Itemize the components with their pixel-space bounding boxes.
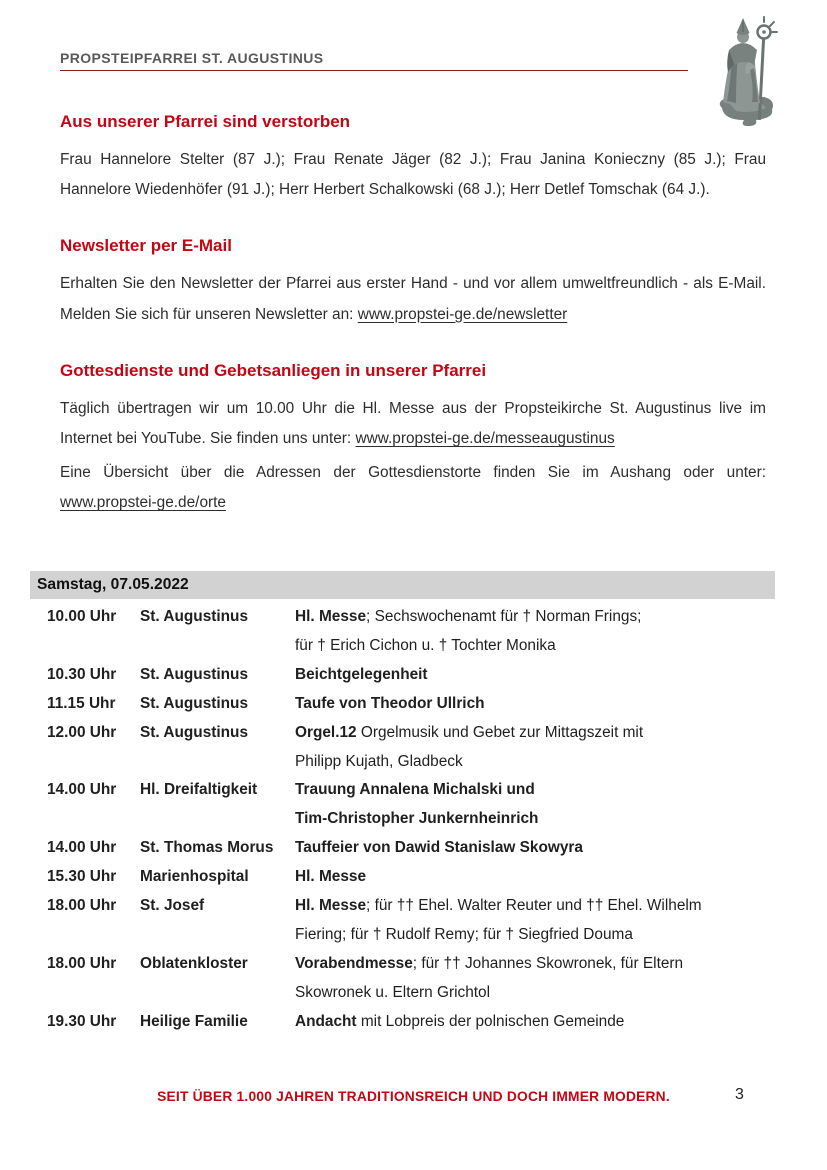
schedule-time: 18.00 Uhr <box>47 897 117 915</box>
schedule-text-segment: Vorabendmesse <box>295 954 413 972</box>
schedule-row <box>30 892 775 950</box>
schedule-description <box>295 661 765 690</box>
schedule-text-segment: Skowronek u. Eltern Grichtol <box>295 983 491 1001</box>
schedule-description <box>295 603 765 661</box>
schedule-description <box>295 834 765 863</box>
schedule-location: St. Augustinus <box>140 723 249 741</box>
schedule-text-segment: mit Lobpreis der polnischen Gemeinde <box>356 1012 625 1030</box>
paragraph-text: Frau Hannelore Stelter (87 J.); Frau Renate Jäger (82 J.); Frau Janina Konieczny (85 J.); Frau Hannelore Wiedenhöfer (91 J.); Herr Herbert Schalkowski (68 J.); Herr Detlef Tomschak (64 J.). <box>60 151 766 199</box>
schedule-text-segment: Tim-Christopher Junkernheinrich <box>295 810 539 828</box>
link[interactable]: www.propstei-ge.de/newsletter <box>357 305 568 323</box>
schedule-description-line <box>295 690 765 719</box>
schedule-date-header: Samstag, 07.05.2022 <box>30 571 775 599</box>
page-number: 3 <box>735 1086 744 1103</box>
schedule-text-segment: Tauffeier von Dawid Stanislaw Skowyra <box>295 839 583 857</box>
schedule-row <box>30 719 775 777</box>
schedule-description <box>295 719 765 777</box>
section-heading: Newsletter per E-Mail <box>60 236 232 256</box>
paragraph <box>60 145 766 205</box>
schedule-location: Heilige Familie <box>140 1012 248 1030</box>
schedule-text-segment: für † Erich Cichon u. † Tochter Monika <box>295 636 556 654</box>
schedule-description <box>295 950 765 1008</box>
schedule-description <box>295 892 765 950</box>
schedule-row <box>30 603 775 661</box>
schedule-description-line <box>295 863 765 892</box>
schedule-time: 12.00 Uhr <box>47 723 117 741</box>
schedule-description <box>295 690 765 719</box>
schedule-row <box>30 1008 775 1037</box>
schedule-time: 11.15 Uhr <box>47 694 116 712</box>
paragraph <box>60 394 766 454</box>
section-heading: Aus unserer Pfarrei sind verstorben <box>60 112 351 131</box>
schedule-description <box>295 863 765 892</box>
link[interactable]: www.propstei-ge.de/messeaugustinus <box>355 430 615 448</box>
schedule-row <box>30 776 775 834</box>
page-header <box>60 50 690 71</box>
schedule-description-line <box>295 805 765 834</box>
schedule-text-segment: Hl. Messe <box>295 868 367 886</box>
schedule-row <box>30 950 775 1008</box>
schedule-text-segment: ; für †† Johannes Skowronek, für Eltern <box>412 954 684 972</box>
schedule-location: St. Augustinus <box>140 608 249 625</box>
schedule-description-line <box>295 979 765 1008</box>
section-1 <box>60 112 766 205</box>
schedule-text-segment: Taufe von Theodor Ullrich <box>295 694 485 712</box>
parish-name: PROPSTEIPFARREI ST. AUGUSTINUS <box>60 50 324 66</box>
footer-slogan: SEIT ÜBER 1.000 JAHREN TRADITIONSREICH UND DOCH IMMER MODERN. <box>157 1089 670 1104</box>
schedule-text-segment: Trauung Annalena Michalski und <box>295 781 535 799</box>
schedule-text-segment: Philipp Kujath, Gladbeck <box>295 752 463 770</box>
schedule-rows <box>30 603 775 1037</box>
schedule-location: Hl. Dreifaltigkeit <box>140 781 258 799</box>
header-rule <box>60 70 688 71</box>
schedule <box>30 571 775 1037</box>
schedule-description-line <box>295 748 765 777</box>
schedule-time: 19.30 Uhr <box>47 1012 117 1030</box>
schedule-text-segment: Beichtgelegenheit <box>295 665 428 683</box>
schedule-time: 10.30 Uhr <box>47 665 117 683</box>
schedule-text-segment: Orgelmusik und Gebet zur Mittagszeit mit <box>356 723 644 741</box>
schedule-location: St. Josef <box>140 897 205 915</box>
schedule-time: 15.30 Uhr <box>47 868 117 886</box>
schedule-description-line <box>295 950 765 979</box>
schedule-location: Marienhospital <box>140 868 249 886</box>
schedule-description-line <box>295 603 765 632</box>
schedule-location: St. Thomas Morus <box>140 839 274 857</box>
paragraph-text: Eine Übersicht über die Adressen der Gottesdienstorte finden Sie im Aushang oder unter: <box>60 464 766 482</box>
schedule-text-segment: Hl. Messe <box>295 608 367 625</box>
schedule-time: 14.00 Uhr <box>47 839 117 857</box>
schedule-row <box>30 834 775 863</box>
section-3 <box>60 361 766 519</box>
link[interactable]: www.propstei-ge.de/orte <box>60 494 226 512</box>
schedule-description-line <box>295 632 765 661</box>
paragraph <box>60 458 766 518</box>
paragraph <box>60 269 766 329</box>
schedule-location: St. Augustinus <box>140 694 249 712</box>
schedule-description <box>295 776 765 834</box>
schedule-text-segment: Hl. Messe <box>295 897 367 915</box>
schedule-time: 10.00 Uhr <box>47 608 117 625</box>
schedule-description <box>295 1008 765 1037</box>
schedule-text-segment: ; Sechswochenamt für † Norman Frings; <box>366 608 642 625</box>
schedule-text-segment: Andacht <box>295 1012 357 1030</box>
schedule-time: 18.00 Uhr <box>47 954 117 972</box>
schedule-description-line <box>295 834 765 863</box>
schedule-row <box>30 863 775 892</box>
paragraph-text: Täglich übertragen wir um 10.00 Uhr die Hl. Messe aus der Propsteikirche St. Augustinus live im Internet bei YouTube. Sie finden uns unter: <box>60 399 766 448</box>
schedule-location: Oblatenkloster <box>140 954 248 972</box>
schedule-description-line <box>295 921 765 950</box>
section-heading: Gottesdienste und Gebetsanliegen in unserer Pfarrei <box>60 360 487 380</box>
section-2 <box>60 236 766 329</box>
schedule-description-line <box>295 776 765 805</box>
schedule-location: St. Augustinus <box>140 665 249 683</box>
schedule-text-segment: Orgel.12 <box>295 723 357 741</box>
schedule-text-segment: Fiering; für † Rudolf Remy; für † Siegfried Douma <box>295 925 633 943</box>
schedule-text-segment: ; für †† Ehel. Walter Reuter und †† Ehel. Wilhelm <box>366 897 702 915</box>
sections <box>60 112 766 550</box>
schedule-row <box>30 661 775 690</box>
schedule-time: 14.00 Uhr <box>47 781 117 799</box>
schedule-description-line <box>295 892 765 921</box>
schedule-description-line <box>295 1008 765 1037</box>
paragraph-text: Erhalten Sie den Newsletter der Pfarrei aus erster Hand - und vor allem umweltfreundlich - als E-Mail. Melden Sie sich für unseren Newsletter an: <box>60 275 766 323</box>
schedule-description-line <box>295 719 765 748</box>
schedule-row <box>30 690 775 719</box>
schedule-description-line <box>295 661 765 690</box>
page-footer <box>0 1088 827 1106</box>
